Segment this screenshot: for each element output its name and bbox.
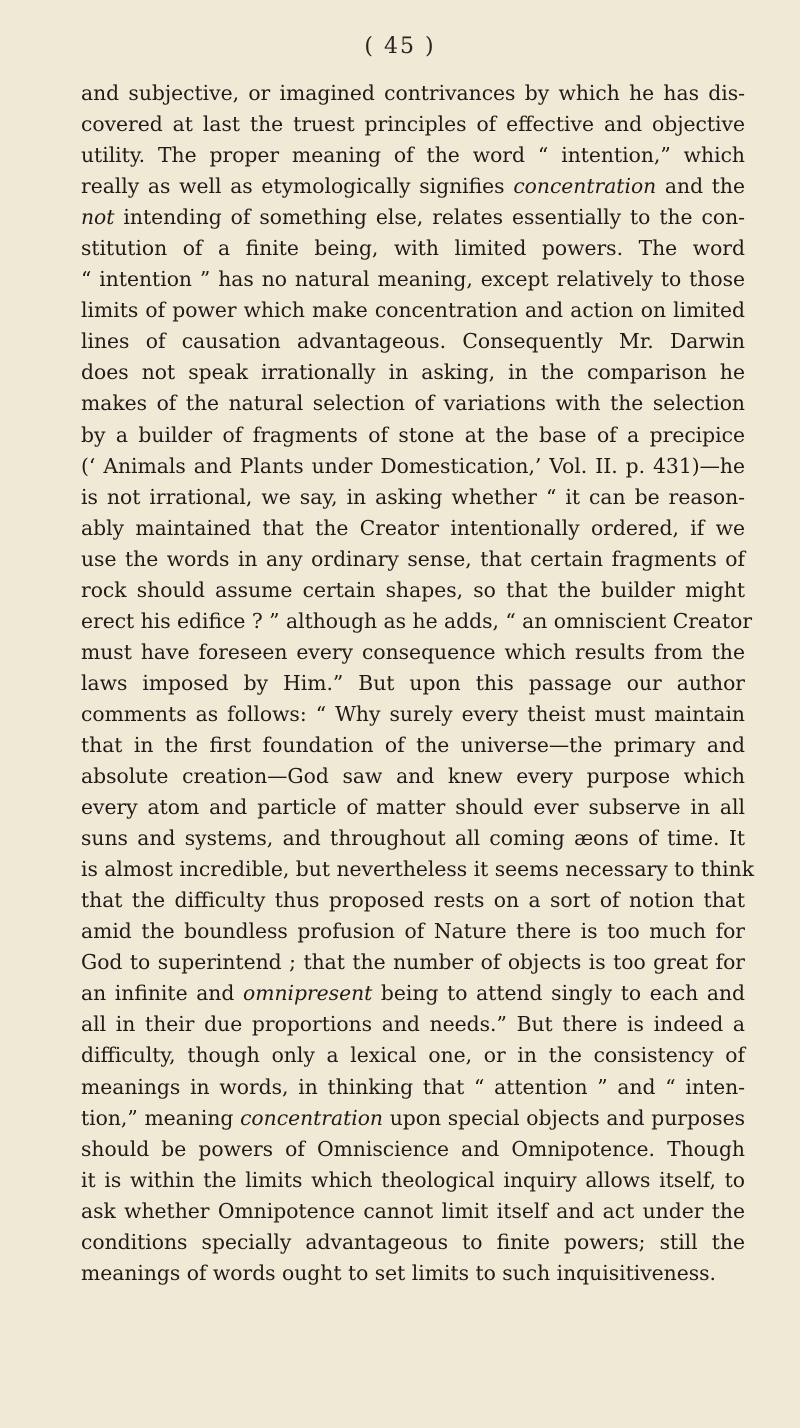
text-run: comments as follows: “ Why surely every theist must maintain xyxy=(81,701,745,726)
text-line xyxy=(81,1040,745,1071)
body-text xyxy=(81,78,755,1289)
text-run: must have foreseen every consequence which results from the xyxy=(81,639,745,664)
text-run: really as well as etymologically signifies xyxy=(81,174,514,199)
italic-text-run: concentration xyxy=(513,174,657,199)
text-line xyxy=(81,1196,745,1227)
text-line xyxy=(81,513,745,544)
text-run: that the difficulty thus proposed rests on a sort of notion that xyxy=(81,888,745,913)
text-run: is almost incredible, but nevertheless it seems necessary to think xyxy=(81,857,755,882)
text-run: is not irrational, we say, in asking whether “ it can be reason- xyxy=(81,484,745,509)
text-run: tion,” meaning xyxy=(81,1105,241,1130)
page-number: ( 45 ) xyxy=(364,34,436,59)
text-line xyxy=(81,420,745,451)
text-line xyxy=(81,295,745,326)
text-run: utility. The proper meaning of the word “ intention,” which xyxy=(81,143,745,168)
text-run: suns and systems, and throughout all coming æons of time. It xyxy=(81,826,745,851)
text-line xyxy=(81,544,745,575)
text-run: stitution of a finite being, with limited powers. The word xyxy=(81,236,745,261)
text-run: absolute creation—God saw and knew every purpose which xyxy=(81,764,745,789)
text-run: makes of the natural selection of variations with the selection xyxy=(81,391,745,416)
text-run: ably maintained that the Creator intentionally ordered, if we xyxy=(81,515,745,540)
text-run: (‘ Animals and Plants under Domestication,’ Vol. II. p. 431)—he xyxy=(81,453,745,478)
text-line xyxy=(81,668,745,699)
text-line xyxy=(81,233,745,264)
text-run: conditions specially advantageous to finite powers; still the xyxy=(81,1229,745,1254)
text-run: should be powers of Omniscience and Omnipotence. Though xyxy=(81,1136,745,1161)
text-run: rock should assume certain shapes, so that the builder might xyxy=(81,577,745,602)
text-run: limits of power which make concentration and action on limited xyxy=(81,298,745,323)
text-run: covered at last the truest principles of effective and objective xyxy=(81,112,745,137)
text-line xyxy=(81,171,745,202)
text-line xyxy=(81,885,745,916)
text-line xyxy=(81,575,745,606)
text-run: God to superintend ; that the number of objects is too great for xyxy=(81,950,745,975)
text-run: that in the first foundation of the universe—the primary and xyxy=(81,732,745,757)
text-line xyxy=(81,1227,745,1258)
text-line xyxy=(81,1103,745,1134)
text-run: it is within the limits which theological inquiry allows itself, to xyxy=(81,1167,745,1192)
text-line xyxy=(81,388,745,419)
text-line xyxy=(81,264,745,295)
italic-text-run: omnipresent xyxy=(243,981,373,1006)
text-run: does not speak irrationally in asking, in the comparison he xyxy=(81,360,745,385)
text-line xyxy=(81,1165,745,1196)
text-line xyxy=(81,637,745,668)
text-run: amid the boundless profusion of Nature there is too much for xyxy=(81,919,745,944)
text-run: every atom and particle of matter should ever subserve in all xyxy=(81,795,745,820)
text-run: use the words in any ordinary sense, that certain fragments of xyxy=(81,546,745,571)
text-run: “ intention ” has no natural meaning, except relatively to those xyxy=(81,267,745,292)
text-line xyxy=(81,482,745,513)
text-line xyxy=(81,823,745,854)
text-run: intending of something else, relates essentially to the con- xyxy=(114,205,745,230)
text-line xyxy=(81,606,753,637)
text-run: ask whether Omnipotence cannot limit itself and act under the xyxy=(81,1198,745,1223)
italic-text-run: concentration xyxy=(240,1105,383,1130)
text-line xyxy=(81,78,745,109)
text-run: erect his edifice ? ” although as he adds, “ an omniscient Creator xyxy=(81,608,753,633)
text-line xyxy=(81,1134,745,1165)
text-line xyxy=(81,451,745,482)
text-line xyxy=(81,357,745,388)
text-run: meanings of words ought to set limits to such inquisitiveness. xyxy=(81,1260,717,1285)
text-line xyxy=(81,109,745,140)
text-line xyxy=(81,1072,745,1103)
text-run: lines of causation advantageous. Consequently Mr. Darwin xyxy=(81,329,745,354)
text-line xyxy=(81,1258,745,1289)
text-line xyxy=(81,730,745,761)
text-line xyxy=(81,854,755,885)
text-line xyxy=(81,326,745,357)
text-line xyxy=(81,947,745,978)
text-run: upon special objects and purposes xyxy=(382,1105,745,1130)
text-run: laws imposed by Him.” But upon this passage our author xyxy=(81,670,745,695)
text-run: being to attend singly to each and xyxy=(372,981,745,1006)
text-line xyxy=(81,699,745,730)
text-run: and the xyxy=(656,174,745,199)
text-line xyxy=(81,792,745,823)
italic-text-run: not xyxy=(81,205,115,230)
text-run: all in their due proportions and needs.” But there is indeed a xyxy=(81,1012,745,1037)
text-line xyxy=(81,916,745,947)
text-line xyxy=(81,978,745,1009)
text-run: an infinite and xyxy=(81,981,243,1006)
text-line xyxy=(81,761,745,792)
text-run: meanings in words, in thinking that “ attention ” and “ inten- xyxy=(81,1074,745,1099)
text-line xyxy=(81,1009,745,1040)
text-run: and subjective, or imagined contrivances by which he has dis- xyxy=(81,81,745,105)
text-line xyxy=(81,140,745,171)
text-line xyxy=(81,202,745,233)
text-run: by a builder of fragments of stone at the base of a precipice xyxy=(81,422,745,447)
text-run: difficulty, though only a lexical one, or in the consistency of xyxy=(81,1043,745,1068)
